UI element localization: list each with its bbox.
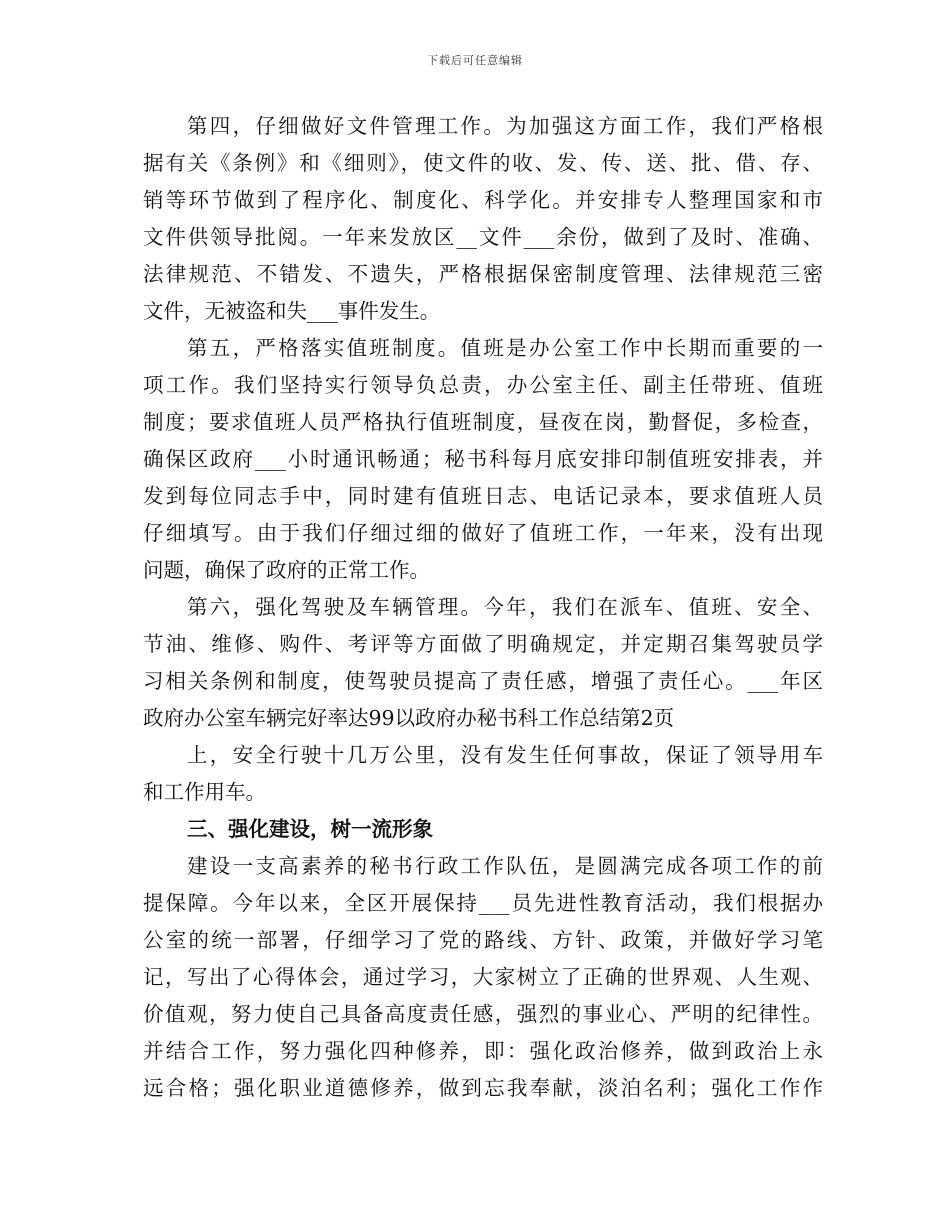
text-line: 制度；要求值班人员严格执行值班制度，昼夜在岗，勤督促，多检查， — [143, 410, 823, 434]
text-line: 项工作。我们坚持实行领导负总责，办公室主任、副主任带班、值班 — [143, 373, 823, 397]
text-line: 记，写出了心得体会，通过学习，大家树立了正确的世界观、人生观、 — [143, 965, 823, 989]
text-line: 价值观，努力使自己具备高度责任感，强烈的事业心、严明的纪律性。 — [143, 1002, 823, 1026]
text-line: 销等环节做到了程序化、制度化、科学化。并安排专人整理国家和市 — [143, 188, 823, 212]
text-line: 第六，强化驾驶及车辆管理。今年，我们在派车、值班、安全、 — [187, 595, 823, 619]
text-line: 建设一支高素养的秘书行政工作队伍，是圆满完成各项工作的前 — [187, 854, 823, 878]
text-line: 确保区政府___小时通讯畅通；秘书科每月底安排印制值班安排表，并 — [143, 447, 823, 471]
text-line: 第四，仔细做好文件管理工作。为加强这方面工作，我们严格根 — [187, 114, 823, 138]
page-header: 下载后可任意编辑 — [427, 54, 523, 67]
text-line: 上，安全行驶十几万公里，没有发生任何事故，保证了领导用车 — [187, 743, 823, 767]
text-line: 文件供领导批阅。一年来发放区__文件___余份，做到了及时、准确、 — [143, 225, 823, 249]
section-heading: 三、强化建设，树一流形象 — [187, 817, 433, 841]
text-line: 公室的统一部署，仔细学习了党的路线、方针、政策，并做好学习笔 — [143, 928, 823, 952]
text-line: 远合格；强化职业道德修养，做到忘我奉献，淡泊名利；强化工作作 — [143, 1076, 823, 1100]
text-line: 节油、维修、购件、考评等方面做了明确规定，并定期召集驾驶员学 — [143, 632, 823, 656]
text-line: 提保障。今年以来，全区开展保持___员先进性教育活动，我们根据办 — [143, 891, 823, 915]
text-line: 习相关条例和制度，使驾驶员提高了责任感，增强了责任心。___年区 — [143, 669, 823, 693]
text-line: 文件，无被盗和失___事件发生。 — [143, 299, 441, 323]
text-line: 发到每位同志手中，同时建有值班日志、电话记录本，要求值班人员 — [143, 484, 823, 508]
text-line: 政府办公室车辆完好率达99以政府办秘书科工作总结第2页 — [143, 706, 675, 730]
text-line: 并结合工作，努力强化四种修养，即：强化政治修养，做到政治上永 — [143, 1039, 823, 1063]
text-line: 第五，严格落实值班制度。值班是办公室工作中长期而重要的一 — [187, 336, 823, 360]
text-line: 法律规范、不错发、不遗失，严格根据保密制度管理、法律规范三密 — [143, 262, 823, 286]
text-line: 和工作用车。 — [143, 780, 266, 804]
text-line: 仔细填写。由于我们仔细过细的做好了值班工作，一年来，没有出现 — [143, 521, 823, 545]
text-line: 据有关《条例》和《细则》，使文件的收、发、传、送、批、借、存、 — [143, 151, 823, 175]
text-line: 问题，确保了政府的正常工作。 — [143, 558, 430, 582]
